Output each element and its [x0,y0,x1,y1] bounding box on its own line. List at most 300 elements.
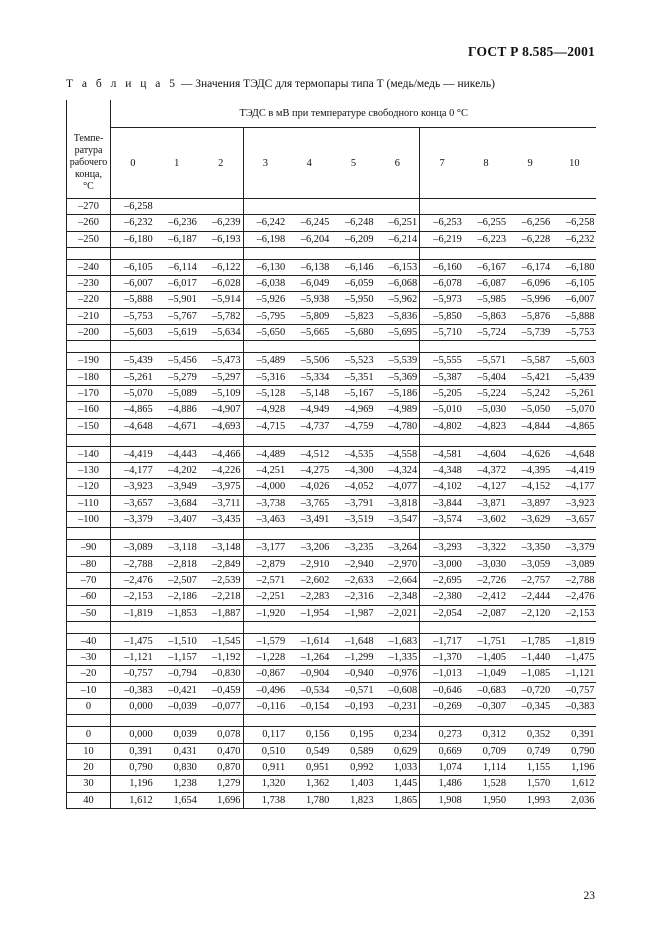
separator-cell [67,434,111,446]
temp-header-line: ратура [74,144,103,156]
separator-cell [287,247,331,259]
emf-value-cell: –1,614 [287,633,331,649]
emf-value-cell: –2,507 [155,572,199,588]
emf-value-cell: –3,897 [508,495,552,511]
temperature-cell: –220 [67,292,111,308]
emf-value-cell: –6,251 [376,215,420,231]
emf-value-cell: –5,261 [552,385,596,401]
emf-value-cell: 0,431 [155,743,199,759]
emf-value-cell: –3,000 [420,556,464,572]
emf-value-cell: –2,380 [420,589,464,605]
emf-value-cell: –4,928 [243,402,287,418]
emf-value-cell: –5,888 [552,308,596,324]
emf-value-cell: –6,248 [331,215,375,231]
temperature-cell: –270 [67,199,111,215]
emf-value-cell: –6,167 [464,259,508,275]
emf-value-cell: –3,818 [376,495,420,511]
temperature-cell: 10 [67,743,111,759]
emf-value-cell: –5,695 [376,325,420,341]
emf-value-cell: –0,757 [552,682,596,698]
emf-value-cell: –2,153 [111,589,155,605]
temperature-cell: –20 [67,666,111,682]
emf-value-cell: –1,370 [420,650,464,666]
emf-value-cell: –6,253 [420,215,464,231]
emf-value-cell: –1,954 [287,605,331,621]
emf-value-cell: –6,214 [376,231,420,247]
emf-value-cell [199,199,243,215]
separator-cell [420,341,464,353]
emf-value-cell: –4,907 [199,402,243,418]
emf-value-cell: –0,421 [155,682,199,698]
temperature-cell: 20 [67,759,111,775]
emf-value-cell: –5,571 [464,353,508,369]
separator-cell [331,247,375,259]
emf-value-cell: –2,849 [199,556,243,572]
emf-value-cell: –3,629 [508,512,552,528]
emf-value-cell: 0,589 [331,743,375,759]
emf-value-cell: –5,070 [111,385,155,401]
emf-value-cell: 1,238 [155,776,199,792]
separator-cell [376,247,420,259]
emf-value-cell: –6,180 [552,259,596,275]
emf-value-cell: –5,523 [331,353,375,369]
emf-value-cell: –4,177 [552,479,596,495]
emf-value-cell: –2,539 [199,572,243,588]
emf-value-cell: –6,187 [155,231,199,247]
emf-value-cell: –4,648 [552,446,596,462]
emf-value-cell: –0,383 [111,682,155,698]
separator-cell [287,621,331,633]
emf-value-cell: –4,535 [331,446,375,462]
separator-cell [376,621,420,633]
emf-value-cell: –5,809 [287,308,331,324]
emf-value-cell [508,199,552,215]
emf-value-cell: –5,619 [155,325,199,341]
separator-cell [376,528,420,540]
emf-value-cell: –2,087 [464,605,508,621]
emf-value-cell: 1,908 [420,792,464,808]
column-header-row [67,128,597,199]
emf-value-cell: 1,362 [287,776,331,792]
emf-value-cell: –6,059 [331,276,375,292]
table-row [67,666,597,682]
emf-value-cell: –5,962 [376,292,420,308]
emf-value-cell: –3,350 [508,540,552,556]
emf-value-cell: –6,236 [155,215,199,231]
emf-value-cell: –6,245 [287,215,331,231]
emf-value-cell: –0,345 [508,699,552,715]
emf-value-cell: 0,749 [508,743,552,759]
page-number: 23 [583,890,595,902]
emf-value-cell: –6,153 [376,259,420,275]
emf-value-cell: –5,985 [464,292,508,308]
emf-value-cell: –4,226 [199,463,243,479]
emf-value-cell: –3,264 [376,540,420,556]
emf-value-cell: –6,078 [420,276,464,292]
emf-value-cell: 1,033 [376,759,420,775]
emf-value-cell: –3,765 [287,495,331,511]
emf-value-cell: 0,709 [464,743,508,759]
emf-value-cell: –4,300 [331,463,375,479]
emf-value-cell: –5,767 [155,308,199,324]
emf-value-cell: –4,844 [508,418,552,434]
table-caption [66,78,495,90]
emf-value-cell: 0,951 [287,759,331,775]
emf-value-cell: –5,297 [199,369,243,385]
emf-value-cell: –0,307 [464,699,508,715]
emf-value-cell: –1,785 [508,633,552,649]
separator-cell [67,528,111,540]
emf-value-cell: –6,209 [331,231,375,247]
emf-value-cell: 1,074 [420,759,464,775]
emf-value-cell: –0,383 [552,699,596,715]
emf-value-cell: 0,352 [508,727,552,743]
emf-value-cell: –4,395 [508,463,552,479]
emf-value-cell: 1,950 [464,792,508,808]
emf-value-cell: 0,234 [376,727,420,743]
emf-value-cell: –6,017 [155,276,199,292]
emf-value-cell: –3,206 [287,540,331,556]
emf-value-cell: –6,239 [199,215,243,231]
table-row [67,199,597,215]
emf-value-cell: –6,232 [552,231,596,247]
separator-cell [464,621,508,633]
temperature-cell: –190 [67,353,111,369]
emf-value-cell: –3,463 [243,512,287,528]
emf-value-cell: 1,570 [508,776,552,792]
emf-value-cell: –1,648 [331,633,375,649]
emf-value-cell: –5,351 [331,369,375,385]
emf-value-cell: –4,558 [376,446,420,462]
column-header-5: 5 [331,128,375,199]
temperature-cell: –100 [67,512,111,528]
emf-value-cell: –5,334 [287,369,331,385]
emf-value-cell: –4,604 [464,446,508,462]
emf-value-cell: –6,174 [508,259,552,275]
emf-value-cell: –0,646 [420,682,464,698]
separator-cell [508,341,552,353]
separator-cell [508,247,552,259]
separator-cell [243,247,287,259]
table-row [67,463,597,479]
emf-value-cell: –5,888 [111,292,155,308]
emf-value-cell: –2,940 [331,556,375,572]
separator-cell [552,341,596,353]
table-row [67,231,597,247]
emf-value-cell: 1,738 [243,792,287,808]
emf-value-cell: –6,204 [287,231,331,247]
emf-value-cell: –5,587 [508,353,552,369]
emf-value-cell: 1,155 [508,759,552,775]
emf-value-cell: –5,205 [420,385,464,401]
temperature-cell: –10 [67,682,111,698]
emf-value-cell [155,199,199,215]
emf-value-cell: 1,320 [243,776,287,792]
emf-value-cell: –3,923 [552,495,596,511]
emf-value-cell: 1,612 [111,792,155,808]
temperature-cell: –170 [67,385,111,401]
temp-header-line: конца, [75,168,102,180]
separator-cell [111,247,155,259]
separator-cell [508,434,552,446]
emf-value-cell: –6,146 [331,259,375,275]
separator-cell [508,528,552,540]
emf-value-cell: –6,028 [199,276,243,292]
emf-value-cell: –3,949 [155,479,199,495]
emf-value-cell: –2,695 [420,572,464,588]
temperature-cell: –80 [67,556,111,572]
separator-cell [552,715,596,727]
emf-value-cell: –5,261 [111,369,155,385]
group-separator [67,341,597,353]
emf-value-cell: –4,693 [199,418,243,434]
separator-cell [508,621,552,633]
emf-value-cell: –1,475 [111,633,155,649]
emf-value-cell: –2,186 [155,589,199,605]
temperature-cell: –110 [67,495,111,511]
column-header-9: 9 [508,128,552,199]
temperature-cell: –240 [67,259,111,275]
emf-value-cell: –2,788 [552,572,596,588]
emf-value-cell: –5,148 [287,385,331,401]
group-separator [67,621,597,633]
emf-value-cell: –1,013 [420,666,464,682]
emf-value-cell: –1,683 [376,633,420,649]
emf-value-cell: –0,830 [199,666,243,682]
emf-value-cell: –4,052 [331,479,375,495]
emf-value-cell: –3,322 [464,540,508,556]
table-row [67,512,597,528]
emf-value-cell: –3,684 [155,495,199,511]
separator-cell [420,621,464,633]
group-separator [67,715,597,727]
emf-value-cell: 0,992 [331,759,375,775]
separator-cell [552,621,596,633]
emf-value-cell: –4,865 [552,418,596,434]
emf-value-cell: –2,910 [287,556,331,572]
separator-cell [464,341,508,353]
separator-cell [287,528,331,540]
table-row [67,292,597,308]
emf-value-cell: –5,973 [420,292,464,308]
emf-value-cell: –2,153 [552,605,596,621]
emf-value-cell [420,199,464,215]
temperature-cell: –60 [67,589,111,605]
temp-header-line: рабочего [69,156,108,168]
emf-value-cell: –6,068 [376,276,420,292]
emf-value-cell: 1,279 [199,776,243,792]
emf-value-cell: –5,753 [111,308,155,324]
table-row [67,418,597,434]
emf-value-cell: –1,440 [508,650,552,666]
emf-value-cell: –5,439 [552,369,596,385]
table-row [67,572,597,588]
emf-value-cell: –5,186 [376,385,420,401]
table-row [67,495,597,511]
emf-value-cell: 0,039 [155,727,199,743]
emf-value-cell: –4,823 [464,418,508,434]
emf-value-cell: –1,819 [111,605,155,621]
temp-header-spacer [67,100,111,128]
separator-cell [243,528,287,540]
emf-value-cell: –2,283 [287,589,331,605]
emf-value-cell: –6,198 [243,231,287,247]
emf-value-cell: –0,039 [155,699,199,715]
group-separator [67,434,597,446]
emf-value-cell: –5,224 [464,385,508,401]
emf-value-cell: –5,555 [420,353,464,369]
separator-cell [155,528,199,540]
temperature-cell: –130 [67,463,111,479]
temperature-cell: 40 [67,792,111,808]
emf-value-cell: –5,506 [287,353,331,369]
emf-value-cell: –5,279 [155,369,199,385]
separator-cell [464,715,508,727]
emf-value-cell: –2,664 [376,572,420,588]
emf-value-cell: –5,782 [199,308,243,324]
emf-value-cell: 0,391 [552,727,596,743]
emf-value-cell: –4,152 [508,479,552,495]
table-row [67,556,597,572]
emf-value-cell: 1,528 [464,776,508,792]
emf-value-cell: 1,196 [111,776,155,792]
temperature-cell: –200 [67,325,111,341]
emf-value-cell: 1,993 [508,792,552,808]
emf-value-cell: –1,887 [199,605,243,621]
temperature-cell: –260 [67,215,111,231]
emf-value-cell: –0,077 [199,699,243,715]
emf-value-cell: 0,273 [420,727,464,743]
emf-value-cell: –4,780 [376,418,420,434]
emf-value-cell: –0,720 [508,682,552,698]
emf-value-cell: –5,724 [464,325,508,341]
temperature-column-header [67,128,111,199]
table-row [67,402,597,418]
emf-value-cell: –2,054 [420,605,464,621]
emf-value-cell: –0,683 [464,682,508,698]
emf-value-cell: 0,629 [376,743,420,759]
emf-value-cell: –1,920 [243,605,287,621]
emf-value-cell: –4,886 [155,402,199,418]
emf-value-cell: 0,790 [552,743,596,759]
table-row [67,325,597,341]
emf-value-cell: –6,228 [508,231,552,247]
emf-value-cell: –6,232 [111,215,155,231]
emf-value-cell: –4,737 [287,418,331,434]
emf-value-cell: –0,571 [331,682,375,698]
temperature-cell: –140 [67,446,111,462]
emf-value-cell: –4,127 [464,479,508,495]
emf-value-cell: –5,926 [243,292,287,308]
separator-cell [552,528,596,540]
emf-value-cell: –3,547 [376,512,420,528]
table-row [67,605,597,621]
emf-value-cell: –4,077 [376,479,420,495]
temperature-cell: 0 [67,699,111,715]
separator-cell [420,434,464,446]
emf-value-cell: 0,549 [287,743,331,759]
emf-value-cell: –5,850 [420,308,464,324]
table-row [67,446,597,462]
emf-group-header: ТЭДС в мВ при температуре свободного конца 0 °С [111,100,597,128]
emf-value-cell: –1,987 [331,605,375,621]
emf-value-cell: –3,923 [111,479,155,495]
emf-value-cell: –2,818 [155,556,199,572]
emf-value-cell: –1,264 [287,650,331,666]
emf-value-cell: –5,836 [376,308,420,324]
separator-cell [420,528,464,540]
separator-cell [199,621,243,633]
emf-value-cell: –5,070 [552,402,596,418]
separator-cell [331,528,375,540]
separator-cell [199,341,243,353]
table-row [67,650,597,666]
separator-cell [67,341,111,353]
emf-value-cell: –0,794 [155,666,199,682]
emf-value-cell: –2,316 [331,589,375,605]
table-row [67,776,597,792]
emf-value-cell: –4,969 [331,402,375,418]
emf-value-cell: 1,780 [287,792,331,808]
emf-value-cell: –4,202 [155,463,199,479]
emf-value-cell: –2,251 [243,589,287,605]
emf-value-cell: –4,324 [376,463,420,479]
temperature-cell: –180 [67,369,111,385]
temperature-cell: –210 [67,308,111,324]
table-row [67,759,597,775]
temperature-cell: –50 [67,605,111,621]
separator-cell [376,341,420,353]
emf-value-cell: –2,788 [111,556,155,572]
emf-value-cell: 1,403 [331,776,375,792]
emf-value-cell: –3,657 [552,512,596,528]
separator-cell [331,715,375,727]
emf-value-cell: –6,087 [464,276,508,292]
emf-value-cell: –2,602 [287,572,331,588]
emf-value-cell: –0,496 [243,682,287,698]
emf-value-cell: –0,154 [287,699,331,715]
emf-value-cell: –5,950 [331,292,375,308]
emf-value-cell: –3,975 [199,479,243,495]
emf-value-cell: –4,949 [287,402,331,418]
emf-value-cell: 0,000 [111,699,155,715]
temperature-cell: –90 [67,540,111,556]
emf-value-cell: –6,114 [155,259,199,275]
separator-cell [111,715,155,727]
table-caption-label: Т а б л и ц а 5 [66,78,179,90]
emf-value-cell [287,199,331,215]
emf-value-cell: –5,109 [199,385,243,401]
emf-value-cell: 2,036 [552,792,596,808]
emf-value-cell: 0,911 [243,759,287,775]
emf-value-cell: –0,867 [243,666,287,682]
emf-value-cell: –6,096 [508,276,552,292]
separator-cell [199,528,243,540]
emf-value-cell: –5,369 [376,369,420,385]
separator-cell [552,247,596,259]
emf-value-cell: –4,489 [243,446,287,462]
emf-value-cell: –1,228 [243,650,287,666]
emf-value-cell: –0,904 [287,666,331,682]
emf-value-cell: –3,379 [552,540,596,556]
column-header-6: 6 [376,128,420,199]
emf-value-cell: –4,865 [111,402,155,418]
emf-value-cell: –5,489 [243,353,287,369]
standard-code: ГОСТ Р 8.585—2001 [468,44,595,59]
emf-value-cell: –3,738 [243,495,287,511]
emf-value-cell [376,199,420,215]
emf-value-cell: –4,671 [155,418,199,434]
